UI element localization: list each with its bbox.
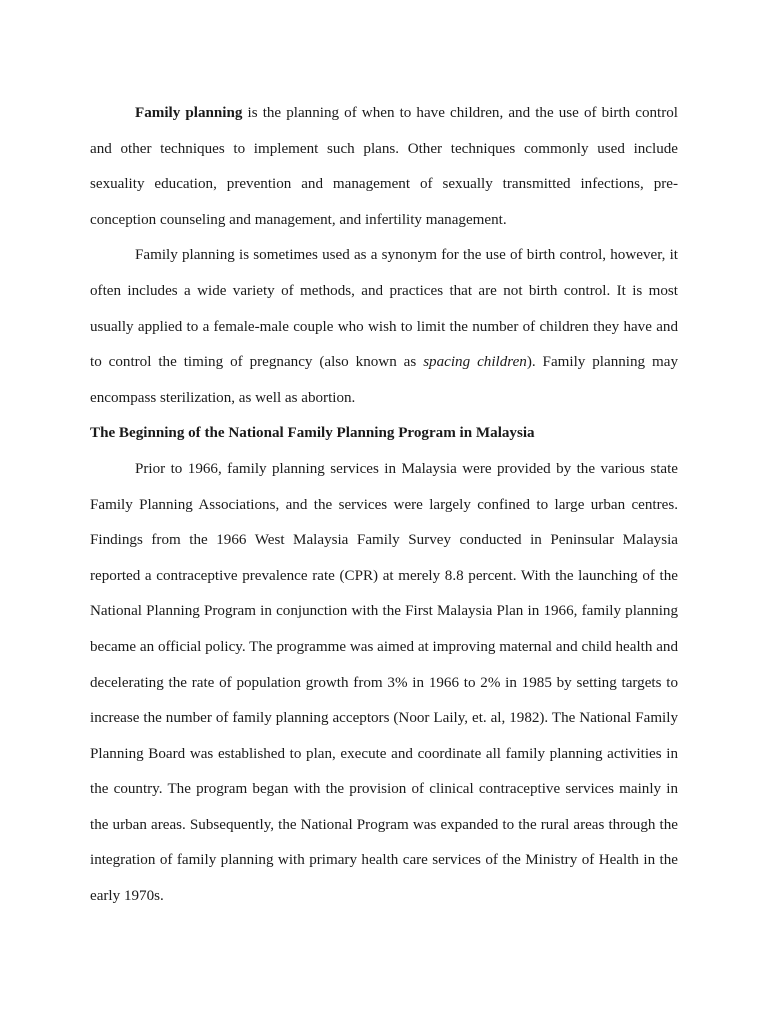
paragraph-history [90,452,678,915]
paragraph-2-text-before: Family planning is sometimes used as a synonym for the use of birth control, however, it often includes a wide variety of methods, and practices that are not birth control. It is most usually applied to a female-male couple who wish to limit the number of children they have and to control the timing of pregnancy (also known as [90,247,678,371]
document-body [90,96,678,915]
section-heading: The Beginning of the National Family Planning Program in Malaysia [90,425,535,442]
paragraph-2-text-after: ). Family planning may encompass sterilization, as well as abortion. [90,354,679,406]
paragraph-family-planning-definition [90,96,678,238]
paragraph-1-text: is the planning of when to have children, and the use of birth control and other techniques to implement such plans. Other techniques commonly used include sexuality education, prevention and management of sexually transmitted infections, pre-conception counseling and management, and infertility management. [90,105,678,228]
term-family-planning: Family planning [135,105,243,121]
emphasis-spacing-children: spacing children [423,354,527,371]
paragraph-synonym [90,238,678,416]
paragraph-3-text: Prior to 1966, family planning services in Malaysia were provided by the various state Family Planning Associations, and the services were largely confined to large urban centres. Findings from the 1966 West Malaysia Family Survey conducted in Peninsular Malaysia reported a contraceptive prevalence rate (CPR) at merely 8.8 percent. With the launching of the National Planning Program in conjunction with the First Malaysia Plan in 1966, family planning became an official policy. The programme was aimed at improving maternal and child health and decelerating the rate of population growth from 3% in 1966 to 2% in 1985 by setting targets to increase the number of family planning acceptors (Noor Laily, et. al, 1982). The National Family Planning Board was established to plan, execute and coordinate all family planning activities in the country. The program began with the provision of clinical contraceptive services mainly in the urban areas. Subsequently, the National Program was expanded to the rural areas through the integration of family planning with primary health care services of the Ministry of Health in the early 1970s. [90,460,678,905]
